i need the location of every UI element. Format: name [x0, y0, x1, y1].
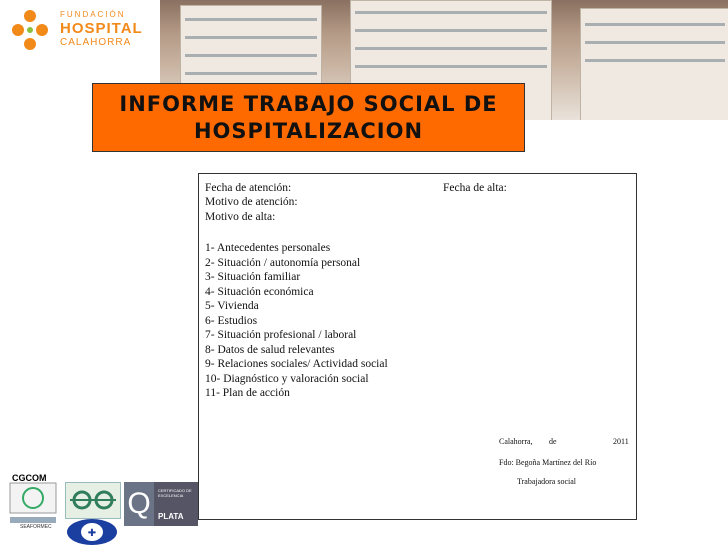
green-cert-logo	[65, 482, 121, 519]
hospital-logo	[10, 8, 155, 58]
report-form	[198, 173, 637, 520]
motivo-alta-label: Motivo de alta:	[205, 211, 276, 223]
signature-year: 2011	[613, 437, 629, 446]
round-emblem	[64, 518, 120, 546]
signature-name: Fdo: Begoña Martínez del Río	[499, 458, 597, 467]
title-line-2: HOSPITALIZACION	[193, 118, 424, 143]
logo-mark-icon	[10, 8, 50, 52]
fecha-alta-label: Fecha de alta:	[443, 182, 507, 194]
list-item: 6- Estudios	[205, 314, 258, 327]
quality-cert-logo	[124, 482, 198, 526]
list-item: 9- Relaciones sociales/ Actividad social	[205, 358, 388, 370]
list-item: 10- Diagnóstico y valoración social	[205, 372, 369, 385]
section-list	[205, 241, 388, 401]
list-item: 4- Situación económica	[205, 285, 314, 298]
list-item: 3- Situación familiar	[205, 271, 301, 283]
logo-top-text: FUNDACIÓN	[60, 10, 126, 19]
fecha-atencion-label: Fecha de atención:	[205, 182, 292, 194]
logo-main-text: HOSPITAL	[60, 20, 143, 37]
plata-label: PLATA	[158, 512, 184, 521]
cgcom-logo	[4, 473, 62, 533]
motivo-atencion-label: Motivo de atención:	[205, 196, 298, 208]
green-emblem-icon	[66, 483, 120, 518]
signature-role: Trabajadora social	[517, 477, 577, 486]
logo-sub-text: CALAHORRA	[60, 37, 132, 48]
star-ring-icon	[64, 518, 120, 546]
title-line-1: INFORME TRABAJO SOCIAL DE	[119, 91, 498, 116]
page-title	[119, 91, 497, 145]
list-item: 5- Vivienda	[205, 300, 259, 312]
seafoomc-label: SEAFORMEC	[20, 524, 52, 530]
cgcom-label: CGCOM	[12, 473, 47, 483]
list-item: 7- Situación profesional / laboral	[205, 329, 357, 341]
title-banner	[92, 83, 525, 152]
list-item: 8- Datos de salud relevantes	[205, 343, 335, 356]
svg-text:✚: ✚	[87, 528, 97, 539]
q-letter-icon: Q	[124, 482, 154, 526]
signature-place: Calahorra,	[499, 437, 533, 446]
list-item: 2- Situación / autonomía personal	[205, 256, 361, 269]
signature-de: de	[549, 437, 557, 446]
q-cert-label: CERTIFICADO DE EXCELENCIA	[158, 488, 192, 498]
building-shape	[580, 8, 728, 120]
list-item: 11- Plan de acción	[205, 387, 290, 399]
list-item: 1- Antecedentes personales	[205, 242, 331, 254]
